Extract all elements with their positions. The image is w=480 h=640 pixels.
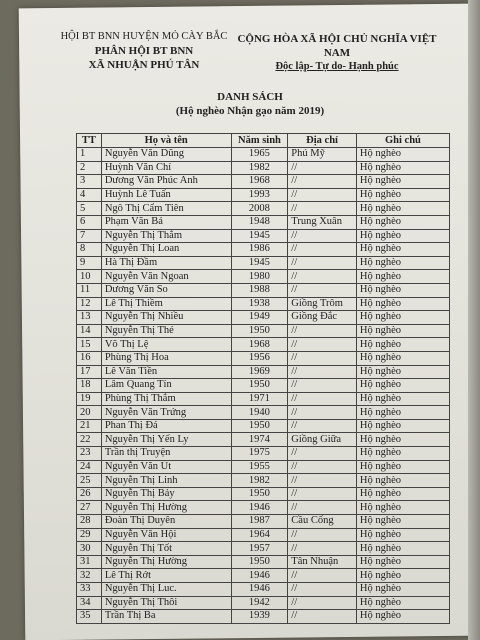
cell-year: 1982 (231, 474, 288, 488)
cell-tt: 33 (77, 583, 102, 597)
cell-tt: 16 (77, 351, 102, 365)
cell-name: Nguyễn Thị Hường (101, 501, 231, 515)
cell-name: Nguyễn Thị Loan (101, 243, 231, 257)
cell-year: 2008 (231, 202, 288, 216)
column-header-address: Địa chỉ (288, 134, 357, 148)
cell-year: 1955 (231, 460, 288, 474)
table-row (77, 474, 450, 488)
table-row (77, 229, 450, 243)
cell-address: // (288, 406, 357, 420)
table-row (77, 515, 450, 529)
cell-note: Hộ nghèo (356, 419, 449, 433)
cell-year: 1956 (231, 351, 288, 365)
cell-name: Võ Thị Lệ (101, 338, 231, 352)
table-row (77, 161, 450, 175)
cell-tt: 2 (77, 161, 102, 175)
cell-address: // (288, 270, 357, 284)
table-row (77, 392, 450, 406)
cell-year: 1948 (231, 215, 288, 229)
cell-name: Lâm Quang Tín (101, 379, 231, 393)
cell-address: // (288, 392, 357, 406)
cell-name: Phan Thị Đá (101, 419, 231, 433)
table-row (77, 256, 450, 270)
cell-year: 1969 (231, 365, 288, 379)
cell-note: Hộ nghèo (356, 175, 449, 189)
table-row (77, 555, 450, 569)
cell-address: // (288, 474, 357, 488)
cell-address: // (288, 202, 357, 216)
cell-address: Tân Nhuận (288, 555, 357, 569)
cell-note: Hộ nghèo (356, 161, 449, 175)
cell-note: Hộ nghèo (356, 148, 449, 162)
cell-name: Nguyễn Văn Ngoan (101, 270, 231, 284)
cell-year: 1982 (231, 161, 288, 175)
cell-name: Nguyễn Thị Hường (101, 555, 231, 569)
cell-address: // (288, 229, 357, 243)
cell-note: Hộ nghèo (356, 324, 449, 338)
table-row (77, 596, 450, 610)
cell-note: Hộ nghèo (356, 283, 449, 297)
table-row (77, 297, 450, 311)
cell-name: Lê Thị Thiềm (101, 297, 231, 311)
country-name: CỘNG HÒA XÃ HỘI CHỦ NGHĨA VIỆT NAM (237, 33, 437, 59)
organization-header (44, 30, 244, 72)
cell-year: 1946 (231, 569, 288, 583)
cell-tt: 12 (77, 297, 102, 311)
org-line-3: XÃ NHUẬN PHÚ TÂN (88, 59, 200, 71)
cell-note: Hộ nghèo (356, 515, 449, 529)
cell-tt: 7 (77, 229, 102, 243)
cell-year: 1968 (231, 175, 288, 189)
cell-address: Giồng Đắc (288, 311, 357, 325)
cell-address: // (288, 351, 357, 365)
cell-tt: 3 (77, 175, 102, 189)
cell-tt: 34 (77, 596, 102, 610)
cell-year: 1950 (231, 324, 288, 338)
cell-year: 1980 (231, 270, 288, 284)
cell-tt: 24 (77, 460, 102, 474)
cell-year: 1950 (231, 419, 288, 433)
document-title (150, 90, 350, 118)
cell-year: 1957 (231, 542, 288, 556)
cell-year: 1986 (231, 243, 288, 257)
cell-note: Hộ nghèo (356, 229, 449, 243)
cell-tt: 6 (77, 215, 102, 229)
cell-note: Hộ nghèo (356, 270, 449, 284)
cell-address: // (288, 324, 357, 338)
cell-year: 1945 (231, 256, 288, 270)
cell-name: Dương Văn So (101, 283, 231, 297)
table-row (77, 351, 450, 365)
cell-name: Hà Thị Đầm (101, 256, 231, 270)
cell-name: Đoàn Thị Duyên (101, 515, 231, 529)
cell-name: Dương Văn Phúc Anh (101, 175, 231, 189)
country-motto: Độc lập- Tự do- Hạnh phúc (275, 61, 399, 72)
cell-note: Hộ nghèo (356, 528, 449, 542)
cell-tt: 5 (77, 202, 102, 216)
cell-tt: 15 (77, 338, 102, 352)
table-row (77, 175, 450, 189)
cell-name: Lê Thị Rớt (101, 569, 231, 583)
table-row (77, 447, 450, 461)
cell-name: Huỳnh Lê Tuấn (101, 188, 231, 202)
table-row (77, 487, 450, 501)
cell-address: Giồng Trôm (288, 297, 357, 311)
cell-tt: 18 (77, 379, 102, 393)
cell-note: Hộ nghèo (356, 365, 449, 379)
table-row (77, 528, 450, 542)
cell-note: Hộ nghèo (356, 542, 449, 556)
cell-year: 1942 (231, 596, 288, 610)
cell-note: Hộ nghèo (356, 243, 449, 257)
cell-note: Hộ nghèo (356, 379, 449, 393)
table-row (77, 610, 450, 624)
table-row (77, 243, 450, 257)
cell-year: 1950 (231, 379, 288, 393)
cell-address: // (288, 610, 357, 624)
cell-note: Hộ nghèo (356, 610, 449, 624)
cell-year: 1965 (231, 148, 288, 162)
cell-address: Cầu Cống (288, 515, 357, 529)
cell-tt: 20 (77, 406, 102, 420)
org-line-1: HỘI BT BNN HUYỆN MỎ CÀY BẮC (60, 31, 228, 42)
table-row (77, 583, 450, 597)
cell-note: Hộ nghèo (356, 569, 449, 583)
table-row (77, 270, 450, 284)
cell-year: 1938 (231, 297, 288, 311)
cell-name: Nguyễn Văn Út (101, 460, 231, 474)
cell-year: 1968 (231, 338, 288, 352)
cell-tt: 31 (77, 555, 102, 569)
cell-address: // (288, 243, 357, 257)
cell-note: Hộ nghèo (356, 433, 449, 447)
cell-address: Trung Xuân (288, 215, 357, 229)
cell-note: Hộ nghèo (356, 596, 449, 610)
cell-name: Nguyễn Văn Trứng (101, 406, 231, 420)
cell-note: Hộ nghèo (356, 583, 449, 597)
org-line-2: PHÂN HỘI BT BNN (94, 45, 194, 57)
cell-name: Nguyễn Thị Linh (101, 474, 231, 488)
cell-name: Trần thị Truyện (101, 447, 231, 461)
table-row (77, 569, 450, 583)
cell-name: Lê Văn Tiền (101, 365, 231, 379)
cell-note: Hộ nghèo (356, 474, 449, 488)
table-row (77, 433, 450, 447)
household-table (76, 133, 450, 624)
cell-address: // (288, 542, 357, 556)
cell-tt: 27 (77, 501, 102, 515)
background-edge (468, 0, 480, 640)
table-row (77, 406, 450, 420)
cell-tt: 17 (77, 365, 102, 379)
cell-tt: 22 (77, 433, 102, 447)
cell-tt: 25 (77, 474, 102, 488)
cell-year: 1949 (231, 311, 288, 325)
cell-year: 1971 (231, 392, 288, 406)
cell-name: Nguyễn Thị Thôi (101, 596, 231, 610)
cell-year: 1940 (231, 406, 288, 420)
cell-tt: 19 (77, 392, 102, 406)
cell-tt: 9 (77, 256, 102, 270)
table-row (77, 215, 450, 229)
cell-note: Hộ nghèo (356, 256, 449, 270)
column-header-name: Họ và tên (101, 134, 231, 148)
cell-address: // (288, 419, 357, 433)
cell-year: 1964 (231, 528, 288, 542)
table-row (77, 338, 450, 352)
cell-address: // (288, 161, 357, 175)
table-row (77, 542, 450, 556)
cell-tt: 14 (77, 324, 102, 338)
cell-name: Nguyễn Thị Tốt (101, 542, 231, 556)
cell-tt: 30 (77, 542, 102, 556)
cell-name: Nguyễn Văn Hội (101, 528, 231, 542)
cell-year: 1946 (231, 501, 288, 515)
cell-name: Nguyễn Thị Thé (101, 324, 231, 338)
cell-address: Phú Mỹ (288, 148, 357, 162)
cell-address: Giồng Giữa (288, 433, 357, 447)
cell-address: // (288, 487, 357, 501)
cell-address: // (288, 365, 357, 379)
table-row (77, 311, 450, 325)
cell-address: // (288, 447, 357, 461)
table-row (77, 188, 450, 202)
cell-tt: 1 (77, 148, 102, 162)
cell-tt: 23 (77, 447, 102, 461)
cell-name: Nguyễn Thị Bảy (101, 487, 231, 501)
table-row (77, 460, 450, 474)
cell-year: 1939 (231, 610, 288, 624)
table-row (77, 419, 450, 433)
table-row (77, 324, 450, 338)
cell-note: Hộ nghèo (356, 188, 449, 202)
cell-name: Nguyễn Thị Yến Ly (101, 433, 231, 447)
cell-year: 1993 (231, 188, 288, 202)
cell-year: 1974 (231, 433, 288, 447)
cell-name: Nguyễn Văn Dũng (101, 148, 231, 162)
table-row (77, 202, 450, 216)
cell-name: Nguyễn Thị Nhiều (101, 311, 231, 325)
cell-address: // (288, 256, 357, 270)
cell-address: // (288, 338, 357, 352)
cell-note: Hộ nghèo (356, 501, 449, 515)
cell-year: 1945 (231, 229, 288, 243)
cell-address: // (288, 379, 357, 393)
table-row (77, 283, 450, 297)
cell-name: Ngô Thị Cẩm Tiên (101, 202, 231, 216)
cell-note: Hộ nghèo (356, 351, 449, 365)
table-row (77, 501, 450, 515)
cell-name: Huỳnh Văn Chí (101, 161, 231, 175)
column-header-tt: TT (77, 134, 102, 148)
cell-note: Hộ nghèo (356, 311, 449, 325)
cell-note: Hộ nghèo (356, 460, 449, 474)
cell-address: // (288, 596, 357, 610)
cell-tt: 4 (77, 188, 102, 202)
title-main: DANH SÁCH (217, 91, 283, 103)
cell-address: // (288, 188, 357, 202)
cell-tt: 13 (77, 311, 102, 325)
cell-address: // (288, 175, 357, 189)
cell-name: Phùng Thị Hoa (101, 351, 231, 365)
cell-year: 1987 (231, 515, 288, 529)
cell-note: Hộ nghèo (356, 487, 449, 501)
cell-note: Hộ nghèo (356, 338, 449, 352)
cell-tt: 26 (77, 487, 102, 501)
cell-address: // (288, 569, 357, 583)
table-row (77, 365, 450, 379)
cell-note: Hộ nghèo (356, 406, 449, 420)
cell-tt: 32 (77, 569, 102, 583)
cell-year: 1975 (231, 447, 288, 461)
cell-name: Trần Thị Ba (101, 610, 231, 624)
cell-tt: 11 (77, 283, 102, 297)
cell-address: // (288, 460, 357, 474)
cell-note: Hộ nghèo (356, 392, 449, 406)
cell-note: Hộ nghèo (356, 215, 449, 229)
cell-year: 1946 (231, 583, 288, 597)
cell-year: 1988 (231, 283, 288, 297)
cell-tt: 8 (77, 243, 102, 257)
cell-note: Hộ nghèo (356, 555, 449, 569)
cell-tt: 29 (77, 528, 102, 542)
table-row (77, 379, 450, 393)
table-row (77, 148, 450, 162)
cell-address: // (288, 283, 357, 297)
cell-note: Hộ nghèo (356, 202, 449, 216)
cell-tt: 35 (77, 610, 102, 624)
title-sub: (Hộ nghèo Nhận gạo năm 2019) (175, 105, 325, 117)
cell-name: Phạm Văn Bá (101, 215, 231, 229)
cell-address: // (288, 501, 357, 515)
cell-note: Hộ nghèo (356, 447, 449, 461)
column-header-year: Năm sinh (231, 134, 288, 148)
cell-tt: 28 (77, 515, 102, 529)
cell-name: Nguyễn Thị Luc. (101, 583, 231, 597)
cell-year: 1950 (231, 487, 288, 501)
table-header-row (77, 134, 450, 148)
cell-name: Phùng Thị Thắm (101, 392, 231, 406)
cell-tt: 10 (77, 270, 102, 284)
column-header-note: Ghi chú (356, 134, 449, 148)
cell-year: 1950 (231, 555, 288, 569)
national-header (226, 32, 448, 74)
cell-name: Nguyễn Thị Thắm (101, 229, 231, 243)
cell-address: // (288, 528, 357, 542)
cell-tt: 21 (77, 419, 102, 433)
cell-address: // (288, 583, 357, 597)
cell-note: Hộ nghèo (356, 297, 449, 311)
